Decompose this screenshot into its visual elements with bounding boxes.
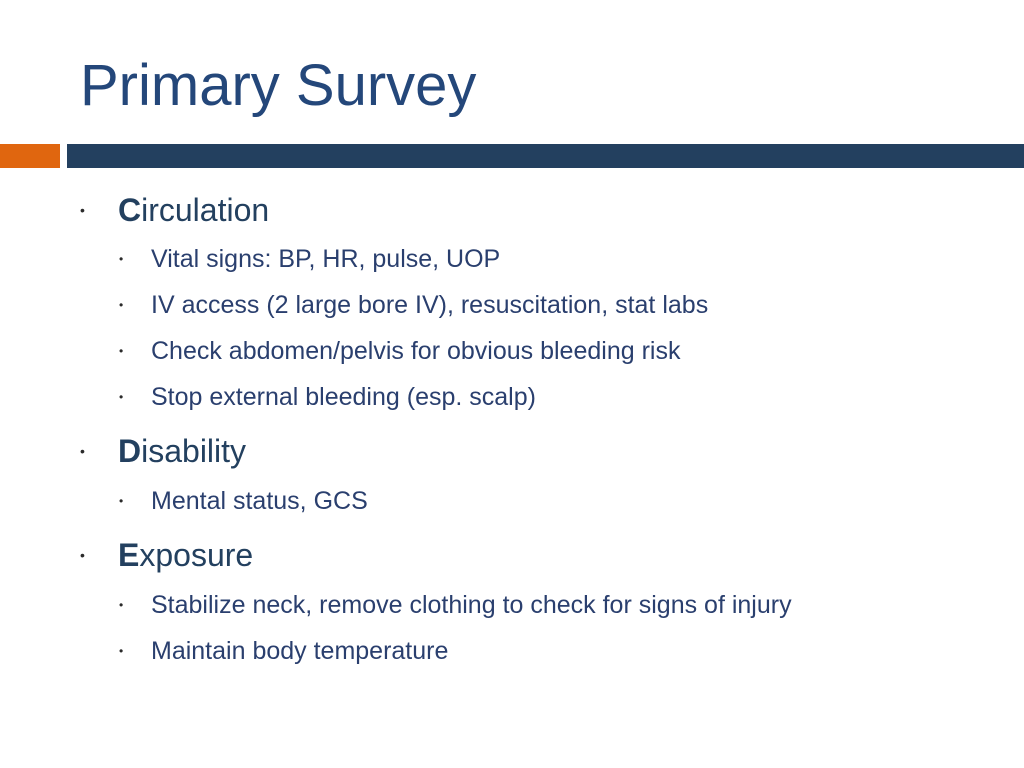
- bullet-heading-rest: irculation: [141, 191, 270, 228]
- sub-bullet-text: Check abdomen/pelvis for obvious bleeding risk: [151, 336, 681, 365]
- sub-bullet-text: Stabilize neck, remove clothing to check for signs of injury: [151, 590, 792, 619]
- bullet-heading: [118, 192, 269, 229]
- sub-bullet: [117, 588, 792, 622]
- bullet-circulation: [74, 190, 269, 230]
- title-divider-bar: [67, 144, 1024, 168]
- sub-bullet-icon: •: [119, 598, 124, 612]
- bullet-initial: C: [118, 191, 142, 228]
- bullet-icon: •: [80, 443, 85, 459]
- sub-bullet: [117, 634, 448, 668]
- bullet-icon: •: [80, 547, 85, 563]
- bullet-initial: E: [118, 536, 140, 573]
- sub-bullet-icon: •: [119, 252, 124, 266]
- sub-bullet-icon: •: [119, 298, 124, 312]
- sub-bullet-text: Maintain body temperature: [151, 636, 449, 665]
- bullet-heading: [118, 433, 246, 470]
- sub-bullet-icon: •: [119, 344, 124, 358]
- bullet-disability: [74, 431, 246, 471]
- sub-bullet: [117, 288, 708, 322]
- sub-bullet: [117, 484, 368, 518]
- bullet-icon: •: [80, 202, 85, 218]
- bullet-heading: [118, 537, 253, 574]
- sub-bullet-text: Vital signs: BP, HR, pulse, UOP: [151, 244, 501, 273]
- sub-bullet-icon: •: [119, 494, 124, 508]
- title-accent-bar: [0, 144, 60, 168]
- sub-bullet-text: Stop external bleeding (esp. scalp): [151, 382, 536, 411]
- sub-bullet-text: Mental status, GCS: [151, 486, 368, 515]
- sub-bullet-icon: •: [119, 644, 124, 658]
- sub-bullet: [117, 242, 500, 276]
- sub-bullet: [117, 380, 536, 414]
- bullet-exposure: [74, 535, 253, 575]
- bullet-heading-rest: isability: [141, 432, 247, 469]
- bullet-heading-rest: xposure: [139, 536, 254, 573]
- sub-bullet-icon: •: [119, 390, 124, 404]
- slide-title: Primary Survey: [80, 53, 477, 118]
- sub-bullet-text: IV access (2 large bore IV), resuscitation, stat labs: [151, 290, 709, 319]
- sub-bullet: [117, 334, 680, 368]
- bullet-initial: D: [118, 432, 142, 469]
